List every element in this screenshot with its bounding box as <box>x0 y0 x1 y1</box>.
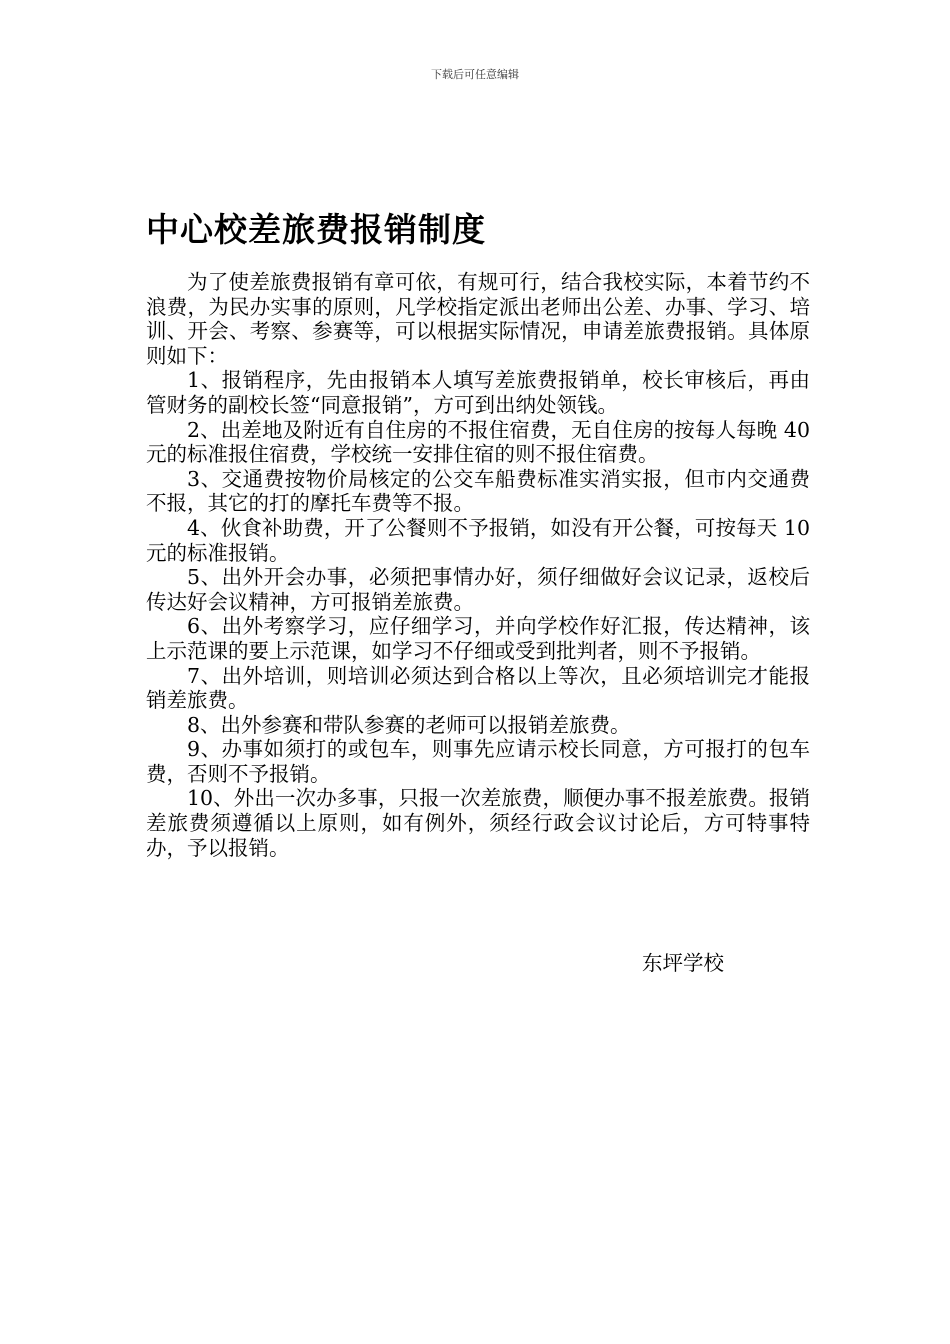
rule-paragraph: 5、出外开会办事，必须把事情办好，须仔细做好会议记录，返校后传达好会议精神，方可报销差旅费。 <box>146 565 810 614</box>
rule-paragraph: 9、办事如须打的或包车，则事先应请示校长同意，方可报打的包车费，否则不予报销。 <box>146 737 810 786</box>
rule-paragraph: 7、出外培训，则培训必须达到合格以上等次，且必须培训完才能报销差旅费。 <box>146 663 810 713</box>
rule-paragraph: 8、出外参赛和带队参赛的老师可以报销差旅费。 <box>187 712 631 737</box>
rule-paragraph: 1、报销程序，先由报销本人填写差旅费报销单，校长审核后，再由管财务的副校长签“同意报销”，方可到出纳处领钱。 <box>146 368 810 417</box>
document-body <box>146 270 810 860</box>
rule-paragraph: 6、出外考察学习，应仔细学习，并向学校作好汇报，传达精神，该上示范课的要上示范课，如学习不仔细或受到批判者，则不予报销。 <box>146 614 810 663</box>
rule-paragraph: 4、伙食补助费，开了公餐则不予报销，如没有开公餐，可按每天 10 元的标准报销。 <box>146 515 810 565</box>
header-note: 下载后可任意编辑 <box>431 68 519 81</box>
rule-paragraph: 10、外出一次办多事，只报一次差旅费，顺便办事不报差旅费。报销差旅费须遵循以上原则，如有例外，须经行政会议讨论后，方可特事特办，予以报销。 <box>146 786 810 860</box>
document-title: 中心校差旅费报销制度 <box>146 210 486 249</box>
rule-paragraph: 3、交通费按物价局核定的公交车船费标准实消实报，但市内交通费不报，其它的打的摩托车费等不报。 <box>146 466 810 516</box>
rule-paragraph: 2、出差地及附近有自住房的不报住宿费，无自住房的按每人每晚 40 元的标准报住宿费，学校统一安排住宿的则不报住宿费。 <box>146 417 810 467</box>
signature: 东坪学校 <box>642 951 724 975</box>
intro-paragraph: 为了使差旅费报销有章可依，有规可行，结合我校实际，本着节约不浪费，为民办实事的原则，凡学校指定派出老师出公差、办事、学习、培训、开会、考察、参赛等，可以根据实际情况，申请差旅费报销。具体原则如下： <box>146 270 810 368</box>
